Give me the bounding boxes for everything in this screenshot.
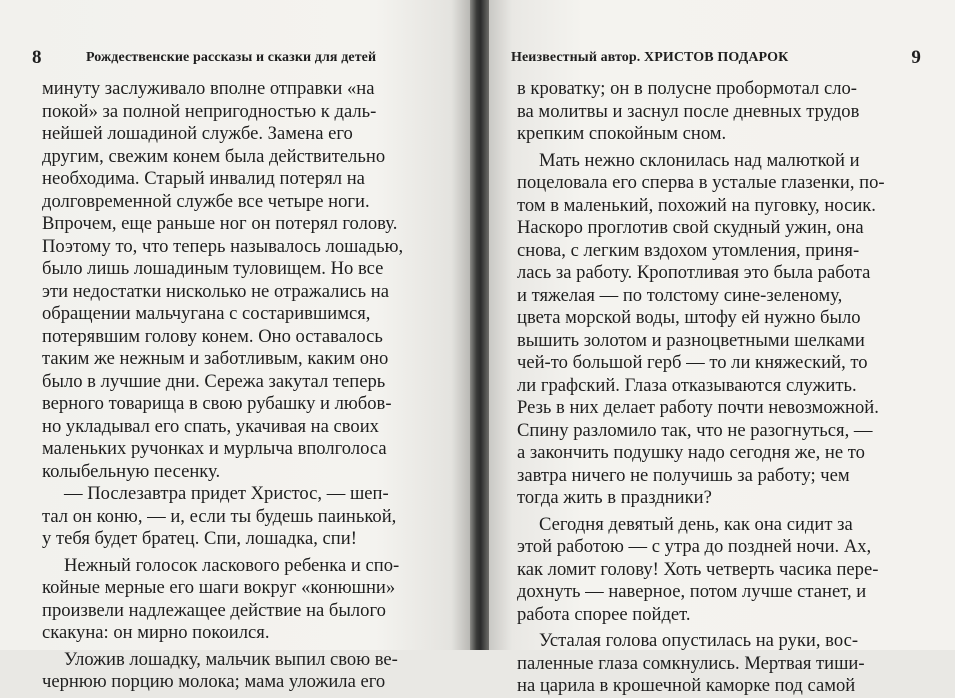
running-header: Неизвестный автор. ХРИСТОВ ПОДАРОК	[511, 50, 789, 65]
paragraph: минуту заслуживало вполне отправки «на покой» за полной непригодностью к даль- нейшей лошадиной службе. Замена его другим, свежим конем была действительно необходима. Старый инвалид потерял на долговременной службе все четыре ноги. Впрочем, еще раньше ног он потерял голову. Поэтому то, что теперь называлось лошадью, было лишь лошадиным туловищем. Но все эти недостатки нисколько не отражались на обращении мальчугана с состарившимся, потерявшим голову конем. Оно оставалось таким же нежным и заботливым, каким оно было в лучшие дни. Сережа закутал теперь верного товарища в свою рубашку и любов- но укладывал его спать, укачивая на своих маленьких ручонках и мурлыча вполголоса колыбельную песенку.	[42, 78, 404, 482]
paragraph: Уложив лошадку, мальчик выпил свою ве- чернюю порцию молока; мама уложила его	[42, 648, 398, 692]
page-number: 9	[911, 47, 921, 68]
right-page	[489, 0, 955, 696]
running-header: Рождественские рассказы и сказки для детей	[86, 50, 377, 65]
paragraph: в кроватку; он в полусне пробормотал сло- ва молитвы и заснул после дневных трудов крепким спокойным сном.	[517, 78, 860, 144]
right-page-text	[517, 78, 913, 698]
paragraph: Нежный голосок ласкового ребенка и спо- койные мерные его шаги вокруг «конюшни» произвели надлежащее действие на былого скакуна: он мирно покоился.	[42, 554, 400, 643]
book-gutter	[470, 0, 489, 650]
paragraph: Сегодня девятый день, как она сидит за этой работою — с утра до поздней ночи. Ах, как ломит голову! Хоть четверть часика пере- дохнуть — наверное, потом лучше станет, и работа спорее пойдет.	[517, 513, 879, 625]
right-page-header	[511, 47, 921, 74]
left-page	[0, 0, 470, 692]
left-page-header	[32, 47, 450, 74]
paragraph: Усталая голова опустилась на руки, вос- паленные глаза сомкнулись. Мертвая тиши- на царила в крошечной каморке под самой	[517, 630, 865, 696]
left-page-text	[42, 78, 432, 694]
paragraph: — Послезавтра придет Христос, — шеп- тал он коню, — и, если ты будешь паинькой, у тебя будет братец. Спи, лошадка, спи!	[42, 483, 397, 549]
paragraph: Мать нежно склонилась над малюткой и поцеловала его сперва в усталые глазенки, по- том в маленький, похожий на пуговку, носик. Наскоро проглотив свой скудный ужин, она снова, с легким вздохом утомления, приня- лась за работу. Кропотливая это была работа и тяжелая — по толстому сине-зеленому, цвета морской воды, штофу ей нужно было вышить золотом и разноцветными шелками чей-то большой герб — то ли княжеский, то ли графский. Глаза отказываются служить. Резь в них делает работу почти невозможной. Спину разломило так, что не разогнуться, — а закончить подушку надо сегодня же, не то завтра ничего не получишь за работу; чем тогда жить в праздники?	[517, 149, 885, 508]
page-number: 8	[32, 47, 42, 68]
